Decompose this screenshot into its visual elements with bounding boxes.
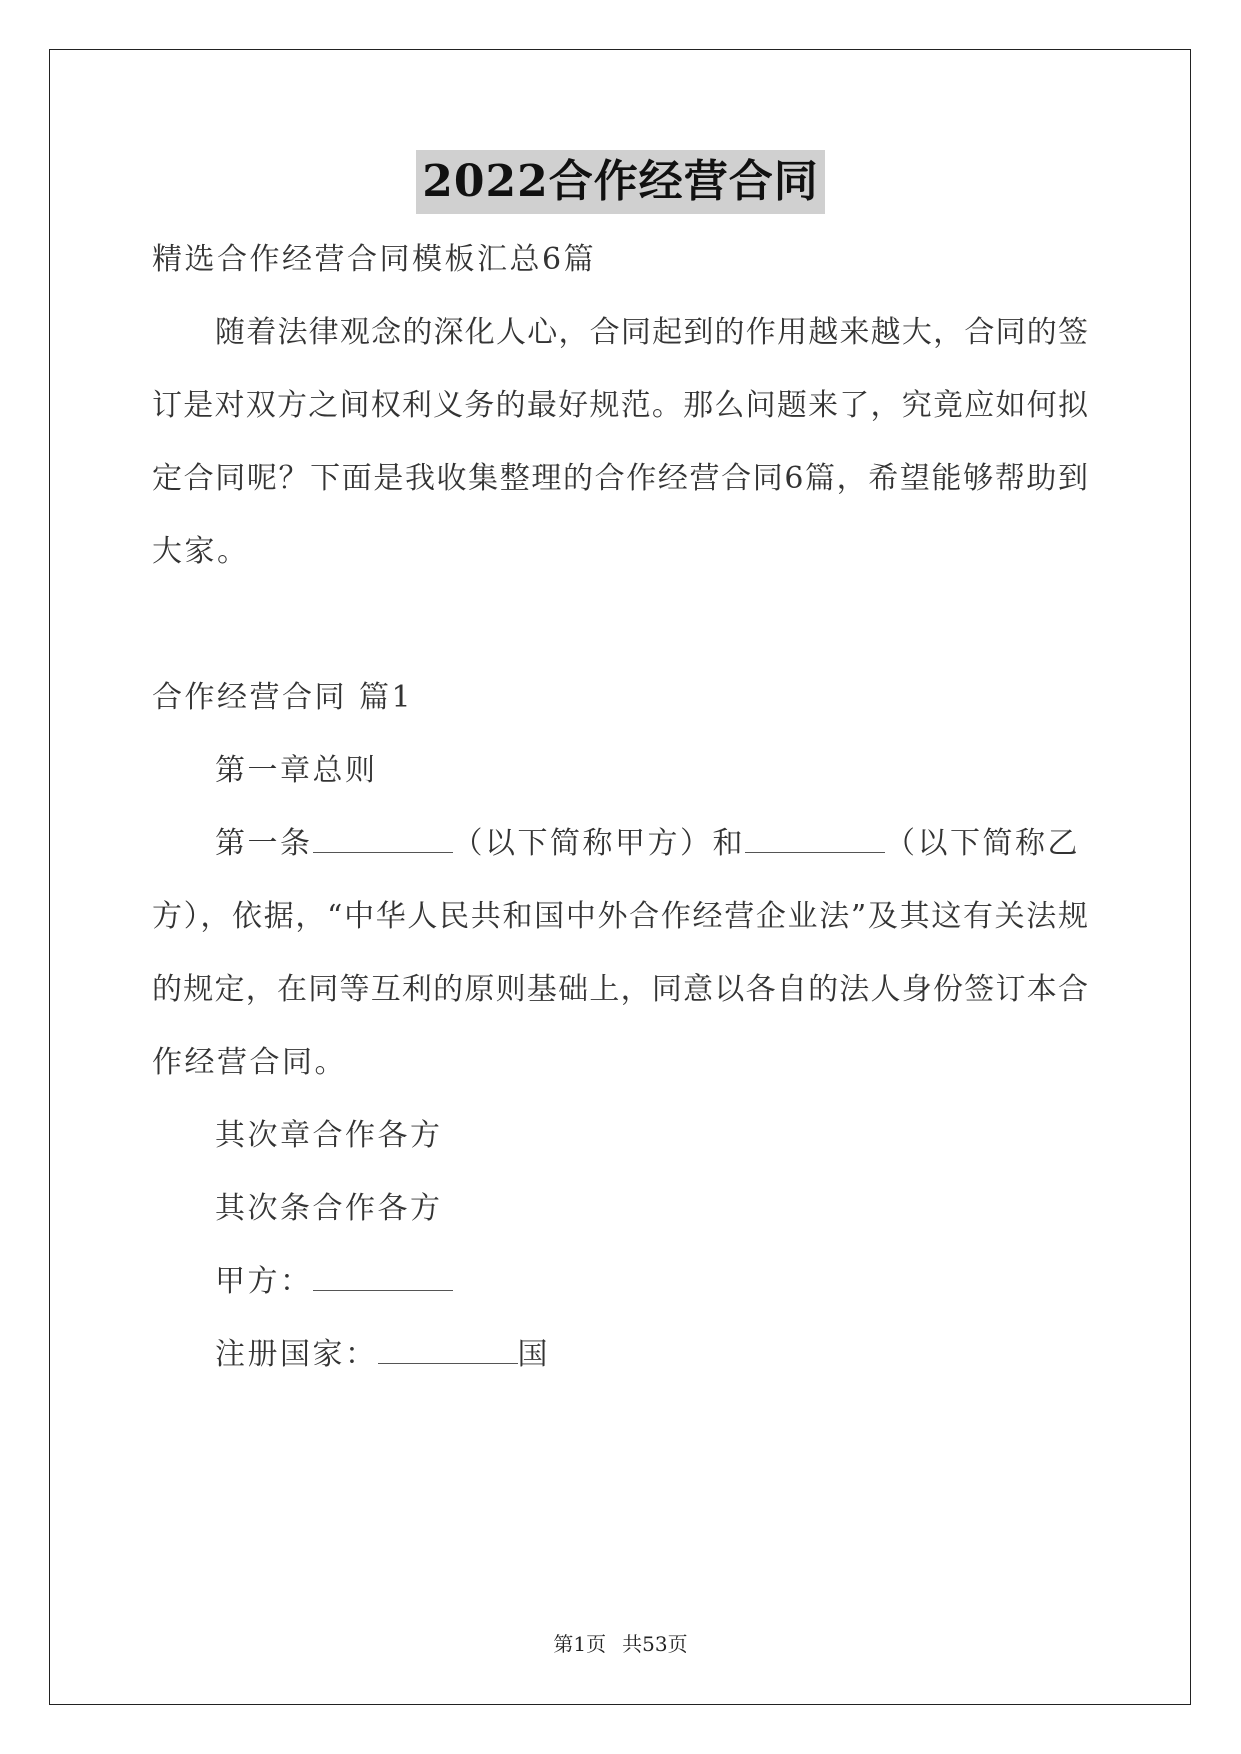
party-a-label: 甲方： [215,1264,313,1299]
article-1-suffix: （以下简称乙 [885,826,1080,861]
country-suffix: 国 [517,1337,550,1372]
article-1-line-1 [215,824,1080,864]
intro-line-2: 订是对双方之间权利义务的最好规范。那么问题来了，究竟应如何拟 [152,388,1088,423]
page-frame [49,49,1191,1705]
document-title: 2022合作经营合同 [416,150,824,214]
intro-line-4: 大家。 [152,534,250,569]
party-a-name-blank[interactable] [313,828,453,853]
country-line [215,1335,550,1375]
party-a-blank[interactable] [313,1266,453,1291]
page-footer [0,1628,1241,1657]
intro-line-1: 随着法律观念的深化人心，合同起到的作用越来越大，合同的签 [215,315,1088,350]
party-a-line [215,1262,453,1302]
country-blank[interactable] [378,1339,518,1364]
article-2-heading: 其次条合作各方 [215,1191,443,1226]
article-1-mid: （以下简称甲方）和 [452,826,745,861]
section-heading: 合作经营合同 篇1 [152,680,414,715]
country-label: 注册国家： [215,1337,378,1372]
document-subtitle: 精选合作经营合同模板汇总6篇 [152,242,597,277]
party-b-name-blank[interactable] [745,828,885,853]
chapter-2-heading: 其次章合作各方 [215,1118,443,1153]
intro-line-3: 定合同呢？下面是我收集整理的合作经营合同6篇，希望能够帮助到 [152,461,1088,496]
article-1-line-2: 方），依据，“中华人民共和国中外合作经营企业法”及其这有关法规 [152,899,1088,934]
page-number: 第1页 [553,1632,607,1656]
article-1-line-4: 作经营合同。 [152,1045,347,1080]
chapter-1-heading: 第一章总则 [215,753,378,788]
article-1-line-3: 的规定，在同等互利的原则基础上，同意以各自的法人身份签订本合 [152,972,1088,1007]
document-title-block [0,150,1241,214]
page-total: 共53页 [622,1632,688,1656]
article-1-prefix: 第一条 [215,826,313,861]
